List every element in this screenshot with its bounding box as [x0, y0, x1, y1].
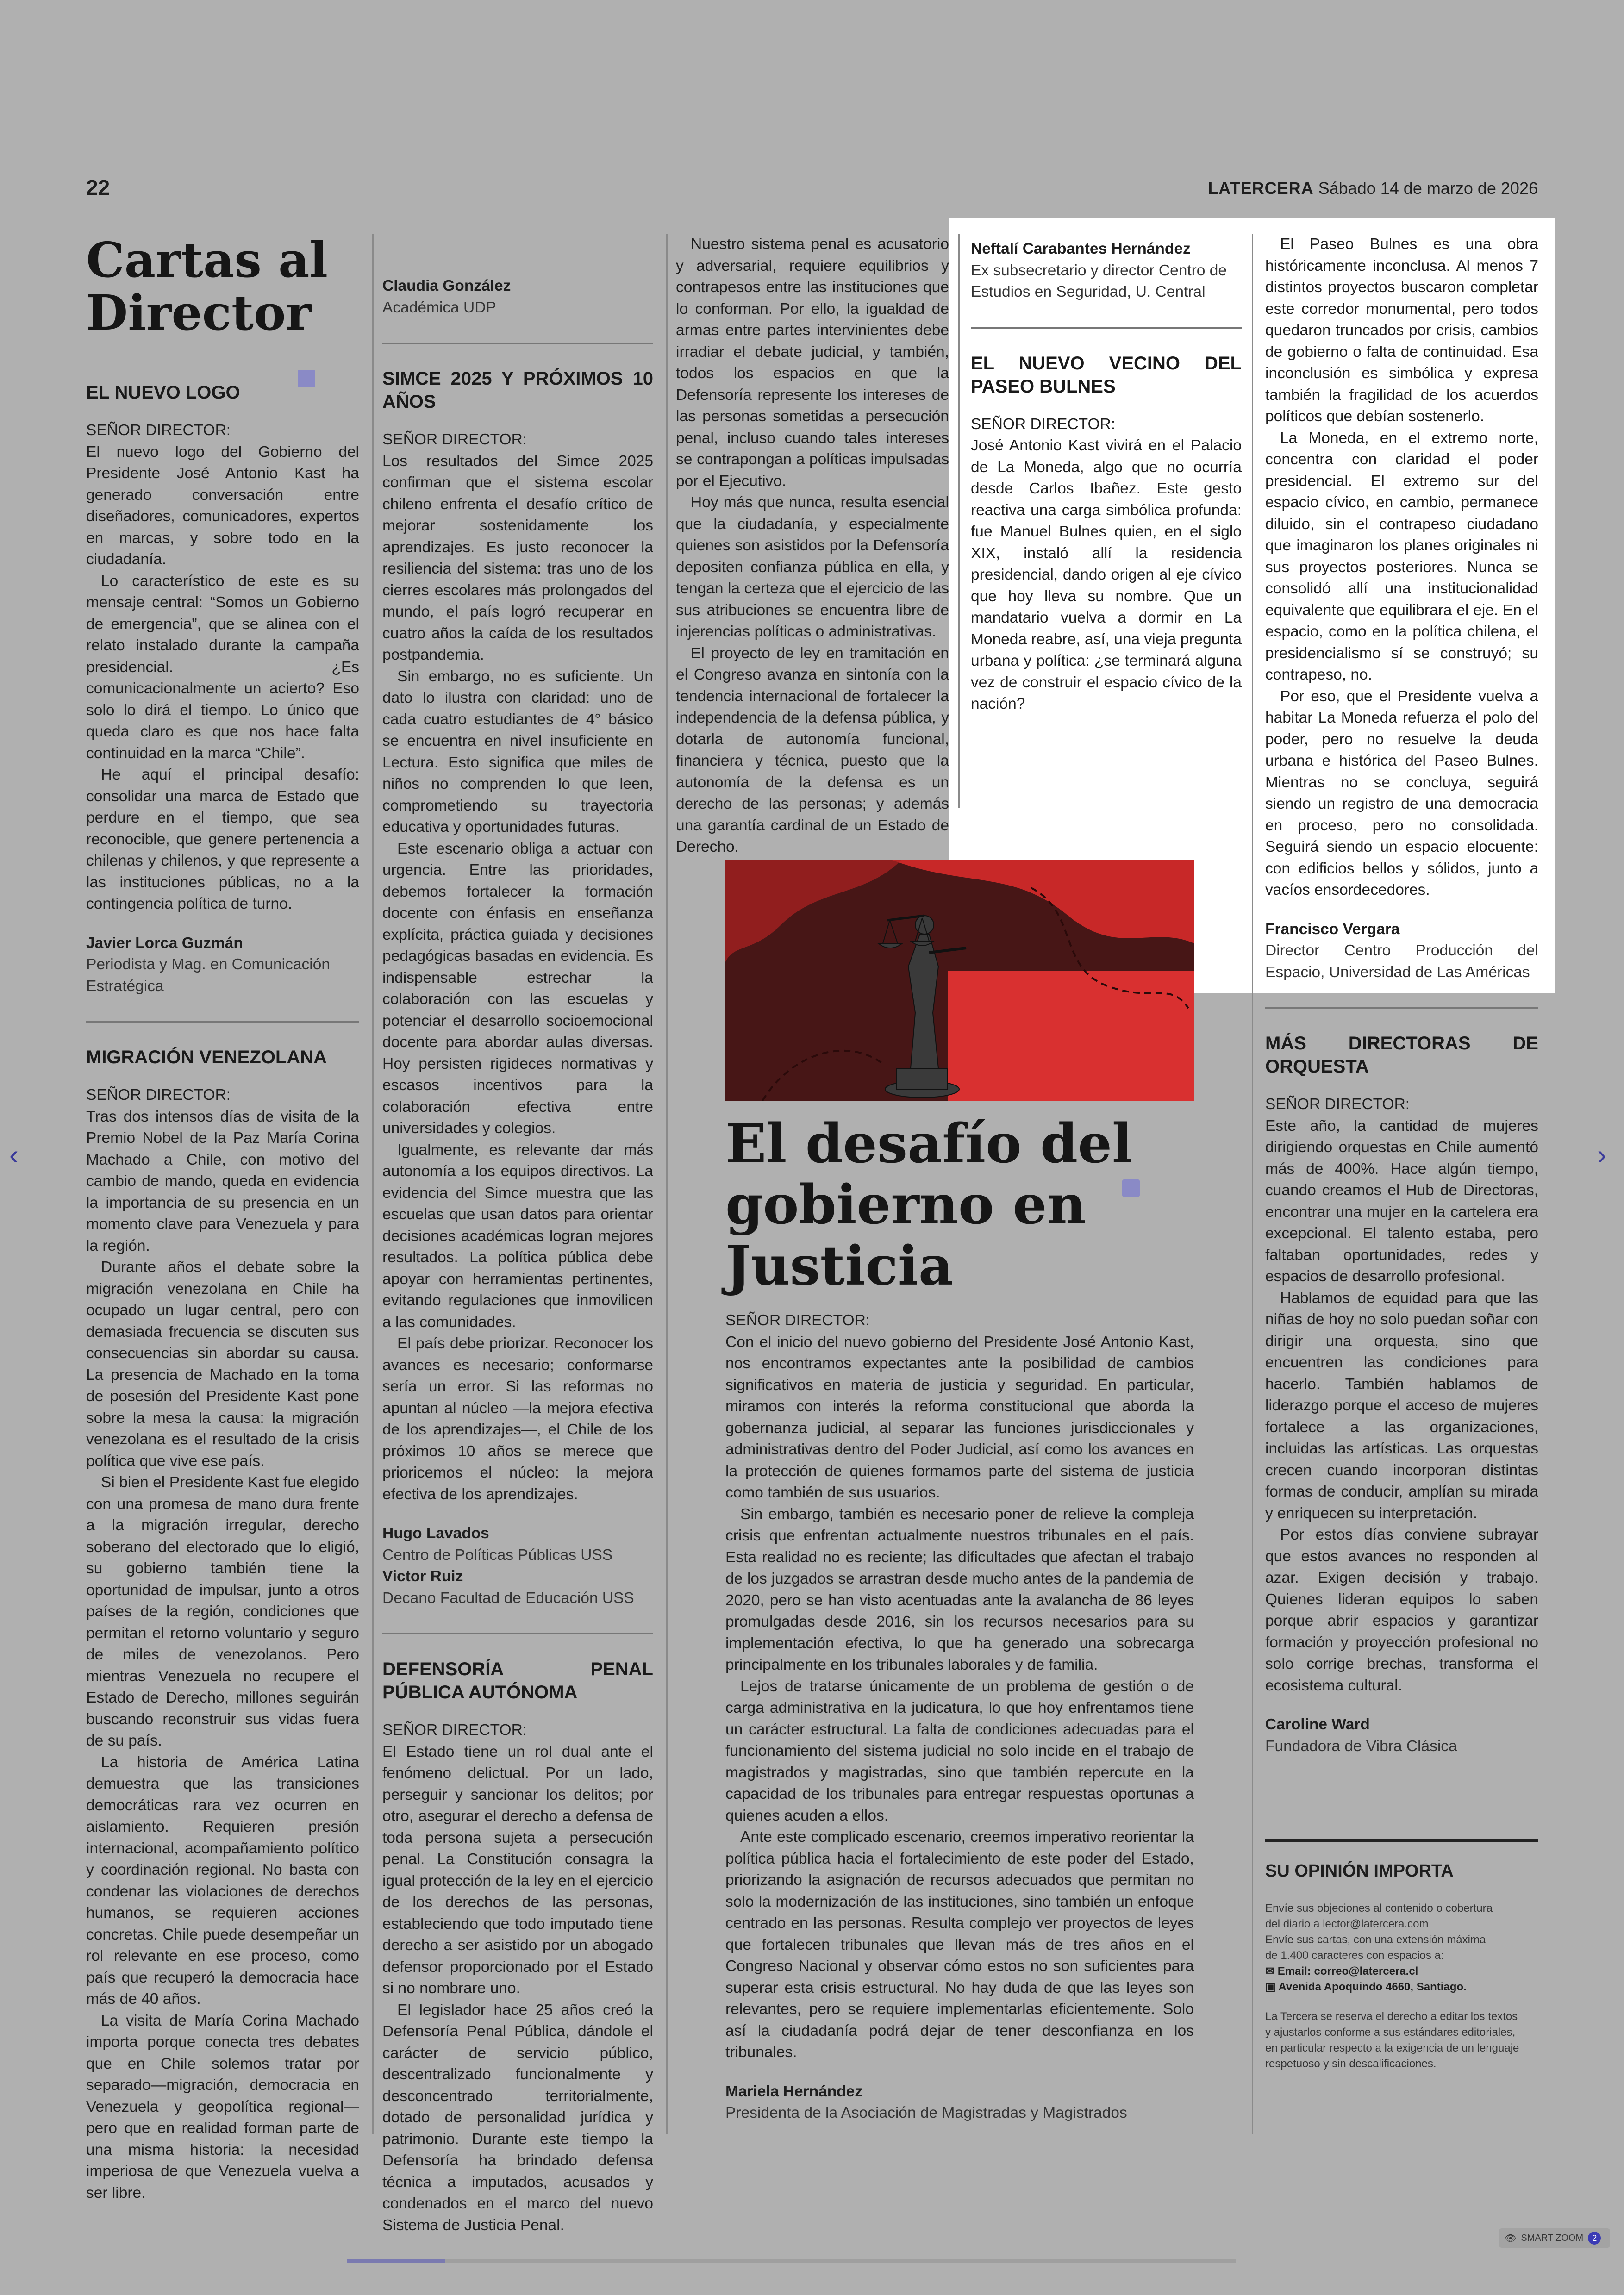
opinion-line: de 1.400 caracteres con espacios a: — [1265, 1949, 1444, 1962]
masthead-brand: LATERCERA — [1208, 179, 1314, 198]
feature-title: El desafío del gobierno en Justicia — [725, 1112, 1132, 1297]
letter-paragraph: Nuestro sistema penal es acusatorio y adversarial, requiere equilibrios y contrapesos entre las instituciones que lo conforman. Por ello, la igualdad de armas entre partes intervinientes debe irradiar el debate judicial, y también, todos los espacios en que la Defensoría represente los intereses de las personas sometidas a persecución penal, incluso cuando tales intereses se contrapongan a políticas impulsadas por el Ejecutivo. — [676, 236, 949, 490]
letter-author: Neftalí Carabantes Hernández — [971, 240, 1191, 257]
letter-affiliation: Director Centro Producción del Espacio, Universidad de Las Américas — [1265, 942, 1538, 981]
column-rule — [372, 234, 374, 2134]
letter-paragraph: La Moneda, en el extremo norte, concentra con claridad el poder presidencial. El extremo sur del espacio cívico, en cambio, permanece diluido, sin el contrapeso ciudadano que imaginaron los planes originales ni sus proyectos posteriores. Nunca se consolidó allí una institucionalidad equivalente que equilibrara el eje. En el espacio, como en la política chilena, el presidencialismo sí se construyó; su contrapeso, no. — [1265, 429, 1538, 683]
divider — [1265, 1007, 1538, 1009]
previous-page-icon[interactable]: ‹ — [9, 1139, 19, 1170]
letter-paragraph: He aquí el principal desafío: consolidar una marca de Estado que perdure en el tiempo, que sea reconocible, que genere pertenencia a chilenas y chilenos, y que represente a las instituciones públicas, no a la contingencia política de turno. — [86, 766, 359, 912]
page-progress-fill — [347, 2259, 445, 2263]
letter-paragraph: El Paseo Bulnes es una obra históricamente inconclusa. Al menos 7 distintos proyectos buscaron completar este corredor monumental, pero todos quedaron truncados por crisis, cambios de gobierno o falta de continuidad. Esa inconclusión es simbólica y expresa también la fragilidad de los acuerdos políticos que debían sostenerlo. — [1265, 236, 1538, 425]
smart-zoom-button[interactable] — [1499, 2228, 1610, 2248]
disclaimer-line: en particular respecto a la exigencia de un lenguaje — [1265, 2042, 1519, 2054]
letter-author: Hugo Lavados — [382, 1525, 489, 1542]
letter-heading-logo: EL NUEVO LOGO — [86, 382, 240, 403]
opinion-title: SU OPINIÓN IMPORTA — [1265, 1861, 1454, 1881]
letter-affiliation: Académica UDP — [382, 299, 496, 316]
letter-heading-bulnes: EL NUEVO VECINO DEL PASEO BULNES — [971, 353, 1242, 397]
letter-affiliation: Centro de Políticas Públicas USS — [382, 1546, 613, 1564]
letter-paragraph: El proyecto de ley en tramitación en el Congreso avanza en sintonía con la tendencia internacional de fortalecer la independencia de la defensa pública, y dotarla de autonomía funcional, financiera y técnica, puesto que la autonomía de la defensa es un derecho de las personas; y además una garantía cardinal de un Estado de Derecho. — [676, 644, 949, 855]
disclaimer-line: y ajustarlos conforme a sus estándares editoriales, — [1265, 2026, 1516, 2039]
salutation: SEÑOR DIRECTOR: — [86, 1086, 231, 1104]
letter-author: Claudia González — [382, 277, 511, 294]
salutation: SEÑOR DIRECTOR: — [86, 422, 231, 439]
feature-author: Mariela Hernández — [725, 2083, 863, 2100]
letter-paragraph: El nuevo logo del Gobierno del Presidente José Antonio Kast ha generado conversación entre diseñadores, comunicadores, expertos en marcas, y sobre todo en la ciudadanía. — [86, 443, 359, 568]
letter-author: Javier Lorca Guzmán — [86, 934, 243, 952]
letter-paragraph: Este año, la cantidad de mujeres dirigiendo orquestas en Chile aumentó más de 400%. Hace algún tiempo, cuando creamos el Hub de Directoras, encontrar una mujer en la cartelera era excepcional. El talento estaba, pero faltaban oportunidades, redes y espacios de desarrollo profesional. — [1265, 1117, 1538, 1285]
zoom-badge: 2 — [1588, 2232, 1601, 2245]
letter-affiliation: Fundadora de Vibra Clásica — [1265, 1737, 1457, 1755]
letter-heading-orquesta: MÁS DIRECTORAS DE ORQUESTA — [1265, 1033, 1538, 1077]
letter-author: Francisco Vergara — [1265, 920, 1400, 938]
mail-icon: ✉ — [1265, 1965, 1278, 1977]
divider — [971, 327, 1242, 329]
letter-author: Victor Ruiz — [382, 1568, 463, 1585]
letter-paragraph: Por estos días conviene subrayar que estos avances no responden al azar. Exigen decisión y trabajo. Quienes lideran equipos lo saben porque abrir espacios y garantizar formación y proyección profesional no solo corrige brechas, transforma el ecosistema cultural. — [1265, 1526, 1538, 1694]
letter-paragraph: Este escenario obliga a actuar con urgencia. Entre las prioridades, debemos fortalecer la formación docente con énfasis en enseñanza explícita, práctica guiada y decisiones pedagógicas basadas en evidencia. Es indispensable estrechar la colaboración con las escuelas y potenciar el desarrollo socioemocional docente para abordar aulas diversas. Hoy persisten rigideces normativas y escasos incentivos para la colaboración efectiva entre universidades y colegios. — [382, 840, 653, 1137]
letter-paragraph: La historia de América Latina demuestra que las transiciones democráticas rara vez ocurren en aislamiento. Requieren presión internacional, acompañamiento político y coordinación regional. No basta con condenar las violaciones de derechos humanos, se requieren acciones concretas. Chile puede desempeñar un rol relevante en ese proceso, como país que recuperó la democracia hace más de 40 años. — [86, 1753, 359, 2008]
letter-affiliation: Estratégica — [86, 977, 164, 995]
eye-icon: 👁 — [1505, 2233, 1517, 2244]
masthead-date: Sábado 14 de marzo de 2026 — [1318, 179, 1538, 198]
letter-paragraph: Lo característico de este es su mensaje central: “Somos un Gobierno de emergencia”, que se alinea con el relato instalado durante la campaña presidencial. ¿Es comunicacionalmente un acierto? Eso solo lo dirá el tiempo. Lo único que queda claro es que nos hace falta continuidad en la marca “Chile”. — [86, 572, 359, 762]
letter-paragraph: Los resultados del Simce 2025 confirman que el sistema escolar chileno enfrenta el desafío crítico de mejorar sostenidamente los aprendizajes. Es justo reconocer la resiliencia del sistema: tras uno de los cierres escolares más prolongados del mundo, el país logró recuperar en cuatro años la caída de los resultados postpandemia. — [382, 452, 653, 663]
column-1 — [86, 231, 359, 2204]
masthead — [1208, 179, 1538, 198]
letter-paragraph: Por eso, que el Presidente vuelva a habitar La Moneda refuerza el polo del poder, pero no resuelve la deuda urbana e histórica del Paseo Bulnes. Mientras no se concluya, seguirá siendo un registro de una democracia en proceso, pero no consolidada. Seguirá siendo un espacio elocuente: con edificios bellos y sólidos, junto a vacíos ensordecedores. — [1265, 687, 1538, 898]
letter-paragraph: José Antonio Kast vivirá en el Palacio de La Moneda, algo que no ocurría desde Carlos Ibañez. Este gesto reactiva una carga simbólica profunda: fue Manuel Bulnes quien, en el siglo XIX, instaló allí la residencia presidencial, dando origen al eje cívico que hoy lleva su nombre. Que un mandatario vuelva a dormir en La Moneda reabre, así, una vieja pregunta urbana y política: ¿se terminará alguna vez de construir el espacio cívico de la nación? — [971, 437, 1242, 712]
section-title: Cartas al Director — [86, 231, 328, 341]
feature-paragraph: Sin embargo, también es necesario poner de relieve la compleja crisis que enfrentan actualmente nuestros tribunales en el país. Esta realidad no es reciente; las dificultades que afectan el trabajo de los juzgados se arrastran desde mucho antes de la pandemia de 2020, pero se han visto acentuadas ante la avalancha de 86 leyes promulgadas desde 2016, sin los recursos necesarios para su implementación efectiva, lo que ha generado una sobrecarga principalmente en los tribunales laborales y de familia. — [725, 1505, 1194, 1673]
column-3 — [676, 234, 949, 858]
email-line: ✉ Email: correo@latercera.cl — [1265, 1965, 1418, 1977]
justice-image — [725, 860, 1194, 1101]
opinion-line: del diario a lector@latercera.com — [1265, 1918, 1429, 1930]
salutation: SEÑOR DIRECTOR: — [971, 415, 1116, 433]
salutation: SEÑOR DIRECTOR: — [1265, 1096, 1410, 1113]
opinion-line: Envíe sus objeciones al contenido o cobertura — [1265, 1902, 1493, 1915]
page-number: 22 — [86, 175, 110, 200]
feature-paragraph: Con el inicio del nuevo gobierno del Presidente José Antonio Kast, nos encontramos expectantes ante la posibilidad de cambios significativos en materia de justicia y seguridad. En particular, miramos con interés la reforma constitucional que aborda la gobernanza judicial, al separar las funciones jurisdiccionales y administrativas dentro del Poder Judicial, así como los avances en la protección de quienes formamos parte del sistema de justicia como también de sus usuarios. — [725, 1333, 1194, 1501]
letter-paragraph: La visita de María Corina Machado importa porque conecta tres debates que en Chile solemos tratar por separado—migración, democracia en Venezuela y geopolítica regional— pero que en realidad forman parte de una misma historia: la necesidad imperiosa de que Venezuela vuelva a ser libre. — [86, 2012, 359, 2201]
letter-affiliation: Ex subsecretario y director Centro de — [971, 262, 1227, 279]
salutation: SEÑOR DIRECTOR: — [382, 431, 527, 448]
divider — [382, 343, 653, 344]
letter-paragraph: Sin embargo, no es suficiente. Un dato lo ilustra con claridad: uno de cada cuatro estudiantes de 4° básico se encuentra en nivel insuficiente en Lectura. Esto significa que miles de niños no comprenden lo que leen, comprometiendo su trayectoria educativa y oportunidades futuras. — [382, 667, 653, 836]
opinion-line: Envíe sus cartas, con una extensión máxima — [1265, 1933, 1486, 1946]
letter-affiliation: Estudios en Seguridad, U. Central — [971, 283, 1206, 300]
letter-paragraph: El legislador hace 25 años creó la Defensoría Penal Pública, dándole el carácter de servicio público, descentralizado funcionalmente y desconcentrado territorialmente, dotado de personalidad jurídica y patrimonio. Durante este tiempo la Defensoría ha brindado defensa técnica a imputados, acusados y condenados en el marco del nuevo Sistema de Justicia Penal. — [382, 2001, 653, 2234]
letter-affiliation: Decano Facultad de Educación USS — [382, 1589, 634, 1607]
salutation: SEÑOR DIRECTOR: — [725, 1312, 870, 1329]
disclaimer-line: respetuoso y sin descalificaciones. — [1265, 2058, 1437, 2070]
column-rule — [958, 234, 960, 808]
column-4 — [971, 238, 1242, 715]
feature-body — [725, 1310, 1194, 2124]
letter-paragraph: El Estado tiene un rol dual ante el fenómeno delictual. Por un lado, perseguir y sancionar los delitos; por otro, asegurar el derecho a defensa de toda persona sujeta a persecución penal. La Constitución consagra la igual protección de la ley en el ejercicio de los derechos de las personas, estableciendo que todo imputado tiene derecho a ser asistido por un abogado defensor proporcionado por el Estado si no nombrare uno. — [382, 1743, 653, 1997]
letter-author: Caroline Ward — [1265, 1716, 1370, 1733]
annotation-marker[interactable] — [298, 370, 315, 387]
letter-paragraph: El país debe priorizar. Reconocer los avances es necesario; conformarse sería un error. Si las reformas no apuntan al núcleo —la mejora efectiva de los aprendizajes—, el Chile de los próximos 10 años se merece que prioricemos el núcleo: la mejora efectiva de los aprendizajes. — [382, 1335, 653, 1503]
divider — [382, 1633, 653, 1634]
letter-paragraph: Igualmente, es relevante dar más autonomía a los equipos directivos. La evidencia del Simce muestra que las escuelas que usan datos para orientar decisiones académicas logran mejores resultados. La política pública debe apoyar con herramientas pertinentes, evitando regulaciones que inmovilicen a las comunidades. — [382, 1141, 653, 1331]
letter-paragraph: Tras dos intensos días de visita de la Premio Nobel de la Paz María Corina Machado a Chile, con motivo del cambio de mando, queda en evidencia la importancia de su presencia en un momento clave para Venezuela y para la región. — [86, 1108, 359, 1254]
feature-paragraph: Lejos de tratarse únicamente de un problema de gestión o de carga administrativa en la judicatura, lo que hoy enfrentamos tiene un carácter estructural. La falta de condiciones adecuadas para el funcionamiento del sistema judicial no solo incide en el trabajo de magistrados y magistradas, sino que también repercute en la capacidad de los tribunales para entregar respuestas oportunas a quienes acuden a ellos. — [725, 1678, 1194, 1824]
next-page-icon[interactable]: › — [1597, 1139, 1606, 1170]
page-progress-bar[interactable] — [347, 2259, 1236, 2263]
smart-zoom-label: SMART ZOOM — [1521, 2233, 1584, 2243]
annotation-marker[interactable] — [1122, 1179, 1140, 1197]
letter-affiliation: Periodista y Mag. en Comunicación — [86, 956, 330, 973]
letter-heading-defensoria: DEFENSORÍA PENAL PÚBLICA AUTÓNOMA — [382, 1659, 653, 1703]
letter-heading-simce: SIMCE 2025 Y PRÓXIMOS 10 AÑOS — [382, 368, 653, 412]
column-rule — [666, 234, 668, 2134]
column-2 — [382, 234, 653, 2236]
building-icon: ▣ — [1265, 1981, 1279, 1993]
disclaimer-line: La Tercera se reserva el derecho a editar los textos — [1265, 2010, 1518, 2023]
salutation: SEÑOR DIRECTOR: — [382, 1721, 527, 1739]
letter-paragraph: Hablamos de equidad para que las niñas de hoy no solo puedan soñar con dirigir una orquesta, sino que encuentren las condiciones para hacerlo. También hablamos de liderazgo porque el acceso de mujeres fortalece a las organizaciones, incluidas las artísticas. Las orquestas crecen cuando incorporan distintas formas de conducir, amplían su mirada y enriquecen su interpretación. — [1265, 1289, 1538, 1522]
column-rule — [1252, 234, 1253, 2134]
letter-paragraph: Hoy más que nunca, resulta esencial que la ciudadanía, y especialmente quienes son asistidos por la Defensoría depositen confianza pública en ella, y tengan la certeza que el ejercicio de las sus atribuciones se encuentra libre de injerencias políticas o administrativas. — [676, 494, 949, 640]
column-5 — [1265, 234, 1538, 1757]
letter-paragraph: Durante años el debate sobre la migración venezolana en Chile ha ocupado un lugar central, pero con demasiada frecuencia se discuten sus consecuencias sin abordar su causa. La presencia de Machado en la toma de posesión del Presidente Kast pone sobre la mesa la causa: la migración venezolana es el resultado de la crisis política que vive ese país. — [86, 1259, 359, 1470]
justice-statue-illustration — [725, 860, 1194, 1101]
opinion-box — [1265, 1839, 1538, 2072]
letter-heading-migracion: MIGRACIÓN VENEZOLANA — [86, 1047, 327, 1067]
letter-paragraph: Si bien el Presidente Kast fue elegido con una promesa de mano dura frente a la migración irregular, derecho soberano del electorado que lo eligió, su gobierno también tiene la oportunidad de impulsar, junto a otros países de la región, condiciones que permitan el retorno voluntario y seguro de miles de venezolanos. Pero mientras Venezuela no recupere el Estado de Derecho, millones seguirán buscando reconstruir sus vidas fuera de su país. — [86, 1474, 359, 1749]
feature-paragraph: Ante este complicado escenario, creemos imperativo reorientar la política pública hacia el fortalecimiento de este poder del Estado, priorizando la asignación de recursos adecuados que permitan no solo la modernización de las instituciones, sino también un enfoque centrado en las personas. Resulta complejo ver proyectos de leyes que fortalecen tribunales que llevan más de tres años en el Congreso Nacional y observar cómo estos no son suficientes para superar esta crisis estructural. No hay duda de que las leyes son relevantes, pero se requiere implementarlas eficientemente. Solo así la ciudadanía podrá dejar de tener desconfianza en los tribunales. — [725, 1828, 1194, 2061]
divider — [86, 1021, 359, 1023]
address-line: ▣ Avenida Apoquindo 4660, Santiago. — [1265, 1981, 1467, 1993]
feature-affiliation: Presidenta de la Asociación de Magistradas y Magistrados — [725, 2104, 1127, 2121]
